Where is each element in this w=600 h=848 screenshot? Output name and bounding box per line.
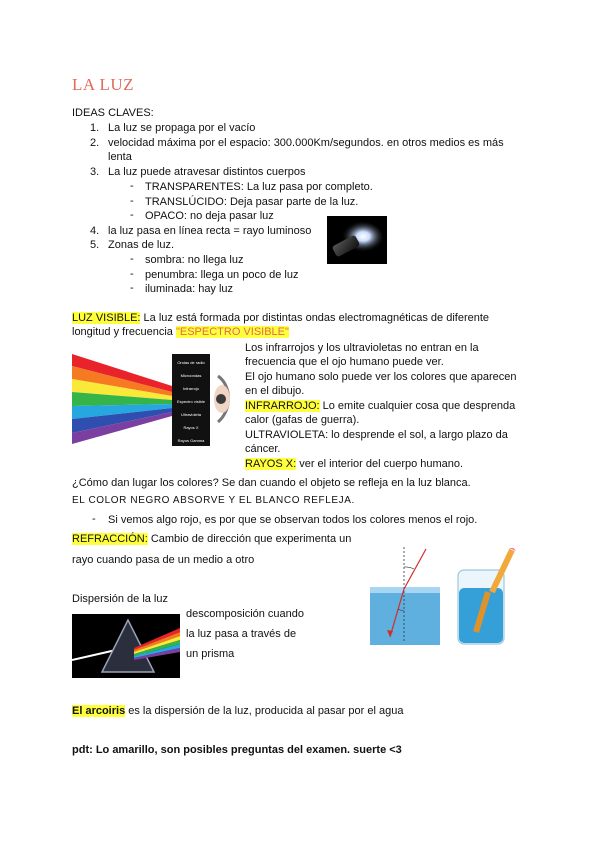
infrarrojo-text: Lo emite cualquier cosa que desprenda (319, 400, 516, 412)
spectrum-labels (172, 356, 210, 447)
spectrum-label: Rayos Gamma (177, 438, 205, 443)
dispersion-text: la luz pasa a través de (186, 628, 297, 640)
sub-item: OPACO: no deja pasar luz (145, 210, 274, 222)
list-item: Zonas de luz. (108, 239, 175, 251)
arcoiris-text: es la dispersión de la luz, producida al pasar por el agua (125, 705, 404, 717)
flashlight-image (327, 216, 387, 264)
refraccion-label: REFRACCIÓN: (72, 533, 148, 545)
dash: - (130, 209, 134, 221)
infrarrojo-label: INFRARROJO: (245, 400, 320, 412)
ideas-heading: IDEAS CLAVES: (72, 107, 154, 119)
luz-visible-text-2: longitud y frecuencia (72, 326, 176, 338)
rayos-x-text: ver el interior del cuerpo humano. (296, 458, 464, 470)
list-item: La luz puede atravesar distintos cuerpos (108, 166, 306, 178)
sub-item: sombra: no llega luz (145, 254, 244, 266)
refraccion-text: Cambio de dirección que experimenta un (147, 533, 352, 545)
dash: - (130, 195, 134, 207)
page-title: LA LUZ (72, 75, 135, 94)
infrarrojo-cont: calor (gafas de guerra). (245, 414, 360, 426)
rojo-line: Si vemos algo rojo, es por que se observan todos los colores menos el rojo. (108, 514, 478, 526)
spectrum-label: Espectro visible (176, 399, 205, 404)
spectrum-label: Ondas de radio (177, 360, 205, 365)
sub-item: penumbra: llega un poco de luz (145, 269, 299, 281)
dispersion-heading: Dispersión de la luz (72, 593, 168, 605)
luz-visible-paragraph (72, 311, 489, 325)
dash: - (130, 268, 134, 280)
luz-visible-text: La luz está formada por distintas ondas electromagnéticas de diferente (140, 312, 490, 324)
colores-question: ¿Cómo dan lugar los colores? Se dan cuando el objeto se refleja en la luz blanca. (72, 477, 471, 489)
luz-visible-label: LUZ VISIBLE: (72, 312, 141, 324)
sub-item: TRANSPARENTES: La luz pasa por completo. (145, 181, 373, 193)
list-num: 3. (90, 166, 100, 178)
ultravioleta-cont: cáncer. (245, 443, 281, 455)
dash: - (92, 513, 96, 525)
spectrum-diagram (72, 346, 240, 448)
visible-desc: Los infrarrojos y los ultravioletas no entran en la (245, 342, 479, 354)
spectrum-label: Rayos X (183, 425, 199, 430)
list-item-cont: lenta (108, 151, 132, 163)
visible-desc: El ojo humano solo puede ver los colores que aparecen (245, 371, 517, 383)
dispersion-text: un prisma (186, 648, 235, 660)
visible-desc: frecuencia que el ojo humano puede ver. (245, 356, 444, 368)
refraction-diagram (370, 545, 440, 645)
sub-item: iluminada: hay luz (145, 283, 234, 295)
luz-visible-paragraph-2 (72, 325, 289, 339)
pencil-glass-image (452, 548, 522, 646)
negro-blanco: EL COLOR NEGRO ABSORVE Y EL BLANCO REFLEJA. (72, 495, 355, 506)
list-num: 4. (90, 225, 100, 237)
rayos-x-label: RAYOS X: (245, 458, 297, 470)
dispersion-text: descomposición cuando (186, 608, 305, 620)
refraccion-cont: rayo cuando pasa de un medio a otro (72, 554, 255, 566)
list-num: 5. (90, 239, 100, 251)
ultravioleta-line: ULTRAVIOLETA: lo desprende el sol, a largo plazo da (245, 429, 508, 441)
visible-desc: en el dibujo. (245, 385, 305, 397)
list-item: la luz pasa en línea recta = rayo luminoso (108, 225, 312, 237)
arcoiris-label: El arcoiris (72, 705, 126, 717)
footer-note: pdt: Lo amarillo, son posibles preguntas del examen. suerte <3 (72, 744, 402, 756)
infrarrojo-line (245, 399, 515, 413)
list-item: La luz se propaga por el vacío (108, 122, 256, 134)
dash: - (130, 180, 134, 192)
sub-item: TRANSLÚCIDO: Deja pasar parte de la luz. (145, 196, 359, 208)
list-num: 2. (90, 137, 100, 149)
rayos-x-line (245, 457, 463, 471)
espectro-visible-label: "ESPECTRO VISIBLE" (175, 326, 289, 338)
spectrum-label: Microondas (180, 373, 202, 378)
dash: - (130, 282, 134, 294)
refraccion-line (72, 532, 351, 546)
spectrum-label: Ultravioleta (180, 412, 201, 417)
list-num: 1. (90, 122, 100, 134)
list-item: velocidad máxima por el espacio: 300.000Km/segundos. en otros medios es más (108, 137, 504, 149)
spectrum-label: Infrarrojo (182, 386, 199, 391)
prism-image (72, 614, 180, 678)
arcoiris-line (72, 704, 403, 718)
dash: - (130, 253, 134, 265)
